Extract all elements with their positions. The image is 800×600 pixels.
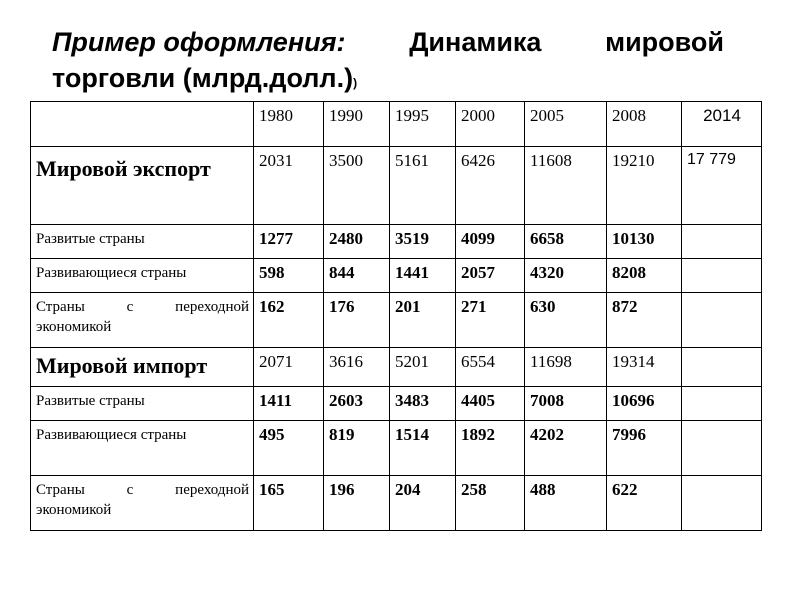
row-label: Развивающиеся страны bbox=[31, 421, 254, 476]
year-header: 1980 bbox=[254, 102, 324, 147]
table-cell bbox=[682, 225, 762, 259]
row-label: Развитые страны bbox=[31, 387, 254, 421]
title-tail: ) bbox=[353, 76, 358, 90]
row-label-line-2: экономикой bbox=[36, 502, 112, 518]
table-cell: 2480 bbox=[324, 225, 390, 259]
table-cell: 1514 bbox=[390, 421, 456, 476]
row-label: Развивающиеся страны bbox=[31, 259, 254, 293]
table-row bbox=[31, 476, 762, 531]
trade-table bbox=[30, 101, 762, 531]
table-cell: 488 bbox=[525, 476, 607, 531]
table-cell: 3500 bbox=[324, 147, 390, 225]
year-header: 1990 bbox=[324, 102, 390, 147]
table-cell: 10696 bbox=[607, 387, 682, 421]
table-cell: 176 bbox=[324, 293, 390, 348]
table-cell: 6658 bbox=[525, 225, 607, 259]
table-cell: 872 bbox=[607, 293, 682, 348]
row-label: Мировой экспорт bbox=[31, 147, 254, 225]
table-cell: 3616 bbox=[324, 348, 390, 387]
year-header: 2000 bbox=[456, 102, 525, 147]
table-cell: 4320 bbox=[525, 259, 607, 293]
year-header: 2008 bbox=[607, 102, 682, 147]
table-cell: 819 bbox=[324, 421, 390, 476]
table-cell: 271 bbox=[456, 293, 525, 348]
table-cell: 4099 bbox=[456, 225, 525, 259]
header-row bbox=[31, 102, 762, 147]
year-header: 1995 bbox=[390, 102, 456, 147]
row-label-line-1: Страны с переходной bbox=[36, 299, 249, 315]
table-cell: 7996 bbox=[607, 421, 682, 476]
table-cell: 1441 bbox=[390, 259, 456, 293]
table-cell: 5161 bbox=[390, 147, 456, 225]
table-cell: 3519 bbox=[390, 225, 456, 259]
table-row bbox=[31, 421, 762, 476]
table-cell: 11698 bbox=[525, 348, 607, 387]
table-row bbox=[31, 348, 762, 387]
table-cell: 7008 bbox=[525, 387, 607, 421]
table-cell: 4405 bbox=[456, 387, 525, 421]
table-cell: 11608 bbox=[525, 147, 607, 225]
table-cell: 6426 bbox=[456, 147, 525, 225]
table-cell: 3483 bbox=[390, 387, 456, 421]
table-cell: 165 bbox=[254, 476, 324, 531]
table-row bbox=[31, 387, 762, 421]
table-cell: 2603 bbox=[324, 387, 390, 421]
table-row bbox=[31, 147, 762, 225]
title-lead: Пример оформления: bbox=[52, 27, 346, 57]
row-label bbox=[31, 476, 254, 531]
table-cell: 258 bbox=[456, 476, 525, 531]
table-cell: 844 bbox=[324, 259, 390, 293]
year-header: 2005 bbox=[525, 102, 607, 147]
table-cell: 630 bbox=[525, 293, 607, 348]
table-cell: 19210 bbox=[607, 147, 682, 225]
table-cell: 10130 bbox=[607, 225, 682, 259]
table-row bbox=[31, 293, 762, 348]
table-cell: 4202 bbox=[525, 421, 607, 476]
title-line-2: торговли (млрд.долл.)) bbox=[52, 63, 358, 93]
table-cell: 162 bbox=[254, 293, 324, 348]
row-label bbox=[31, 293, 254, 348]
slide-title bbox=[52, 24, 752, 101]
table-cell: 204 bbox=[390, 476, 456, 531]
year-header: 2014 bbox=[682, 102, 762, 147]
title-word-1: Динамика bbox=[409, 27, 542, 57]
table-cell: 495 bbox=[254, 421, 324, 476]
title-line-1 bbox=[52, 24, 724, 60]
table-cell: 5201 bbox=[390, 348, 456, 387]
table-cell bbox=[682, 293, 762, 348]
table-cell: 2071 bbox=[254, 348, 324, 387]
row-label: Развитые страны bbox=[31, 225, 254, 259]
table-cell bbox=[682, 348, 762, 387]
row-label: Мировой импорт bbox=[31, 348, 254, 387]
table-row bbox=[31, 259, 762, 293]
table-cell: 8208 bbox=[607, 259, 682, 293]
table-cell bbox=[682, 476, 762, 531]
corner-cell bbox=[31, 102, 254, 147]
table-cell: 19314 bbox=[607, 348, 682, 387]
table-cell bbox=[682, 387, 762, 421]
table-cell: 2057 bbox=[456, 259, 525, 293]
table-cell bbox=[682, 421, 762, 476]
table-cell: 1892 bbox=[456, 421, 525, 476]
row-label-line-1: Страны с переходной bbox=[36, 482, 249, 498]
table-cell bbox=[682, 259, 762, 293]
table-cell: 196 bbox=[324, 476, 390, 531]
table-cell: 6554 bbox=[456, 348, 525, 387]
table-cell: 1277 bbox=[254, 225, 324, 259]
table-cell: 201 bbox=[390, 293, 456, 348]
title-word-2: мировой bbox=[605, 27, 724, 57]
table-cell: 598 bbox=[254, 259, 324, 293]
table-cell: 1411 bbox=[254, 387, 324, 421]
table-cell: 2031 bbox=[254, 147, 324, 225]
table-cell: 622 bbox=[607, 476, 682, 531]
table-cell: 17 779 bbox=[682, 147, 762, 225]
row-label-line-2: экономикой bbox=[36, 319, 112, 335]
table-row bbox=[31, 225, 762, 259]
